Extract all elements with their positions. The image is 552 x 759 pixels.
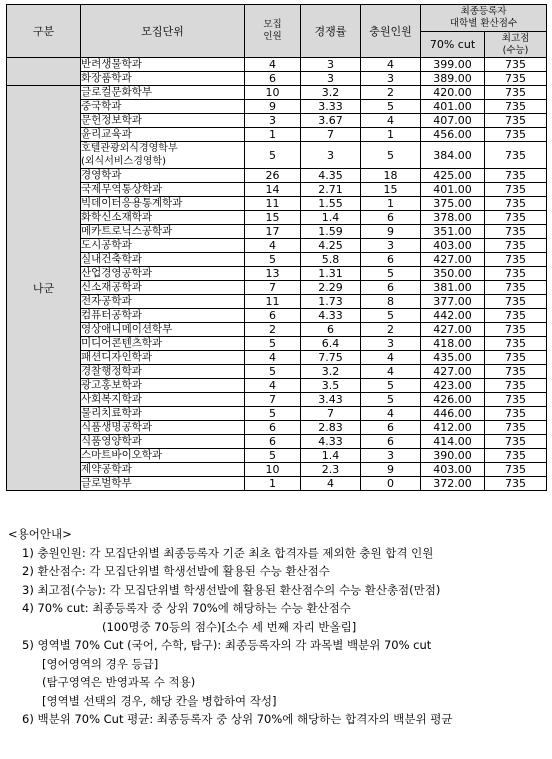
extra-cell: 5 (361, 142, 421, 169)
cut70-cell: 401.00 (421, 183, 485, 197)
ratio-cell: 2.3 (301, 463, 361, 477)
quota-cell: 4 (245, 58, 301, 72)
max-score-cell: 735 (485, 211, 547, 225)
extra-cell: 6 (361, 435, 421, 449)
max-score-cell: 735 (485, 323, 547, 337)
ratio-cell: 3.43 (301, 393, 361, 407)
unit-name: 중국학과 (81, 100, 245, 114)
unit-name: 반려생물학과 (81, 58, 245, 72)
quota-cell: 4 (245, 239, 301, 253)
cut70-cell: 350.00 (421, 267, 485, 281)
glossary (6, 525, 546, 729)
cut70-cell: 425.00 (421, 169, 485, 183)
max-score-cell: 735 (485, 379, 547, 393)
ratio-cell: 6.4 (301, 337, 361, 351)
ratio-cell: 5.8 (301, 253, 361, 267)
unit-name: 경영학과 (81, 169, 245, 183)
ratio-cell: 3.67 (301, 114, 361, 128)
cut70-cell: 427.00 (421, 253, 485, 267)
glossary-item: 3) 최고점(수능): 각 모집단위별 학생선발에 활용된 환산점수의 수능 환산총점(만점) (22, 582, 441, 597)
quota-cell: 7 (245, 393, 301, 407)
quota-cell: 14 (245, 183, 301, 197)
table-row (7, 183, 547, 197)
max-score-cell: 735 (485, 477, 547, 491)
header-ratio: 경쟁률 (301, 5, 361, 58)
glossary-item-detail: [영어영역의 경우 등급] (42, 656, 159, 671)
cut70-cell: 384.00 (421, 142, 485, 169)
cut70-cell: 399.00 (421, 58, 485, 72)
extra-cell: 6 (361, 281, 421, 295)
extra-cell: 4 (361, 114, 421, 128)
extra-cell: 6 (361, 211, 421, 225)
ratio-cell: 3 (301, 58, 361, 72)
extra-cell: 6 (361, 253, 421, 267)
unit-name: 제약공학과 (81, 463, 245, 477)
table-row (7, 211, 547, 225)
max-score-cell: 735 (485, 393, 547, 407)
unit-name: 실내건축학과 (81, 253, 245, 267)
extra-cell: 2 (361, 323, 421, 337)
unit-name: 컴퓨터공학과 (81, 309, 245, 323)
max-score-cell: 735 (485, 253, 547, 267)
ratio-cell: 4.25 (301, 239, 361, 253)
ratio-cell: 7.75 (301, 351, 361, 365)
max-score-cell: 735 (485, 142, 547, 169)
unit-name: 광고홍보학과 (81, 379, 245, 393)
extra-cell: 5 (361, 309, 421, 323)
max-score-cell: 735 (485, 351, 547, 365)
extra-cell: 4 (361, 58, 421, 72)
quota-cell: 4 (245, 351, 301, 365)
table-row (7, 365, 547, 379)
ratio-cell: 1.4 (301, 211, 361, 225)
extra-cell: 2 (361, 86, 421, 100)
quota-cell: 26 (245, 169, 301, 183)
glossary-item: 5) 영역별 70% Cut (국어, 수학, 탐구): 최종등록자의 각 과목별 백분위 70% cut (22, 638, 432, 652)
quota-cell: 6 (245, 309, 301, 323)
max-score-cell: 735 (485, 169, 547, 183)
cut70-cell: 390.00 (421, 449, 485, 463)
cut70-cell: 418.00 (421, 337, 485, 351)
max-score-cell: 735 (485, 58, 547, 72)
header-extra: 충원인원 (361, 5, 421, 58)
ratio-cell: 2.71 (301, 183, 361, 197)
max-score-cell: 735 (485, 365, 547, 379)
cut70-cell: 407.00 (421, 114, 485, 128)
table-row (7, 253, 547, 267)
ratio-cell: 3.2 (301, 365, 361, 379)
unit-name: 메카트로닉스공학과 (81, 225, 245, 239)
quota-cell: 6 (245, 72, 301, 86)
extra-cell: 5 (361, 100, 421, 114)
max-score-cell: 735 (485, 421, 547, 435)
max-score-cell: 735 (485, 435, 547, 449)
cut70-cell: 420.00 (421, 86, 485, 100)
quota-cell: 17 (245, 225, 301, 239)
unit-name: 식품영양학과 (81, 435, 245, 449)
glossary-item: 1) 충원인원: 각 모집단위별 최종등록자 기준 최초 합격자를 제외한 충원 합격 인원 (22, 545, 434, 560)
quota-cell: 1 (245, 477, 301, 491)
max-score-cell: 735 (485, 72, 547, 86)
cut70-cell: 377.00 (421, 295, 485, 309)
header-final-score: 최종등록자 대학별 환산점수 (421, 5, 547, 32)
quota-cell: 2 (245, 323, 301, 337)
quota-cell: 10 (245, 86, 301, 100)
table-row (7, 407, 547, 421)
unit-name: 국제무역통상학과 (81, 183, 245, 197)
max-score-cell: 735 (485, 86, 547, 100)
max-score-cell: 735 (485, 463, 547, 477)
max-score-cell: 735 (485, 295, 547, 309)
table-row (7, 309, 547, 323)
cut70-cell: 442.00 (421, 309, 485, 323)
extra-cell: 5 (361, 393, 421, 407)
extra-cell: 15 (361, 183, 421, 197)
ratio-cell: 3 (301, 142, 361, 169)
unit-name: 식품생명공학과 (81, 421, 245, 435)
table-row (7, 393, 547, 407)
quota-cell: 7 (245, 281, 301, 295)
ratio-cell: 3.5 (301, 379, 361, 393)
extra-cell: 4 (361, 351, 421, 365)
unit-name: 스마트바이오학과 (81, 449, 245, 463)
quota-cell: 4 (245, 379, 301, 393)
extra-cell: 0 (361, 477, 421, 491)
cut70-cell: 351.00 (421, 225, 485, 239)
table-row (7, 114, 547, 128)
group-cell (7, 58, 81, 86)
ratio-cell: 1.73 (301, 295, 361, 309)
table-header (7, 5, 547, 58)
unit-name: 미디어콘텐츠학과 (81, 337, 245, 351)
ratio-cell: 3 (301, 72, 361, 86)
quota-cell: 11 (245, 295, 301, 309)
ratio-cell: 1.55 (301, 197, 361, 211)
header-group: 구분 (7, 5, 81, 58)
ratio-cell: 4.33 (301, 435, 361, 449)
glossary-item-detail: (탐구영역은 반영과목 수 적용) (42, 675, 196, 689)
quota-cell: 10 (245, 463, 301, 477)
unit-name: 글로컬문화학부 (81, 86, 245, 100)
ratio-cell: 1.4 (301, 449, 361, 463)
table-row (7, 86, 547, 100)
quota-cell: 13 (245, 267, 301, 281)
extra-cell: 18 (361, 169, 421, 183)
ratio-cell: 4.33 (301, 309, 361, 323)
extra-cell: 3 (361, 72, 421, 86)
unit-name: 도시공학과 (81, 239, 245, 253)
header-quota: 모집 인원 (245, 5, 301, 58)
glossary-item-detail: [영역별 선택의 경우, 해당 칸을 병합하여 작성] (42, 693, 277, 708)
glossary-title: <용어안내> (8, 527, 72, 541)
quota-cell: 5 (245, 253, 301, 267)
quota-cell: 11 (245, 197, 301, 211)
table-row (7, 100, 547, 114)
cut70-cell: 412.00 (421, 421, 485, 435)
table-row (7, 128, 547, 142)
table-row (7, 295, 547, 309)
quota-cell: 5 (245, 449, 301, 463)
ratio-cell: 1.59 (301, 225, 361, 239)
ratio-cell: 3.2 (301, 86, 361, 100)
extra-cell: 8 (361, 295, 421, 309)
admission-table (6, 4, 547, 491)
ratio-cell: 7 (301, 128, 361, 142)
extra-cell: 4 (361, 407, 421, 421)
extra-cell: 4 (361, 365, 421, 379)
table-body (7, 58, 547, 491)
table-row (7, 267, 547, 281)
ratio-cell: 4 (301, 477, 361, 491)
table-row (7, 197, 547, 211)
max-score-cell: 735 (485, 337, 547, 351)
extra-cell: 1 (361, 128, 421, 142)
extra-cell: 5 (361, 379, 421, 393)
cut70-cell: 426.00 (421, 393, 485, 407)
table-row (7, 281, 547, 295)
table-row (7, 239, 547, 253)
max-score-cell: 735 (485, 114, 547, 128)
cut70-cell: 403.00 (421, 463, 485, 477)
table-row (7, 463, 547, 477)
extra-cell: 9 (361, 463, 421, 477)
unit-name: 문헌정보학과 (81, 114, 245, 128)
unit-name: 신소재공학과 (81, 281, 245, 295)
glossary-item: 6) 백분위 70% Cut 평균: 최종등록자 중 상위 70%에 해당하는 합격자의 백분위 평균 (22, 712, 453, 726)
ratio-cell: 1.31 (301, 267, 361, 281)
cut70-cell: 389.00 (421, 72, 485, 86)
cut70-cell: 456.00 (421, 128, 485, 142)
table-row (7, 421, 547, 435)
quota-cell: 5 (245, 337, 301, 351)
table-row (7, 58, 547, 72)
max-score-cell: 735 (485, 281, 547, 295)
table-row (7, 169, 547, 183)
max-score-cell: 735 (485, 239, 547, 253)
max-score-cell: 735 (485, 197, 547, 211)
cut70-cell: 414.00 (421, 435, 485, 449)
unit-name: 화장품학과 (81, 72, 245, 86)
max-score-cell: 735 (485, 100, 547, 114)
extra-cell: 3 (361, 239, 421, 253)
quota-cell: 1 (245, 128, 301, 142)
table-row (7, 142, 547, 169)
ratio-cell: 3.33 (301, 100, 361, 114)
max-score-cell: 735 (485, 449, 547, 463)
unit-name: 윤리교육과 (81, 128, 245, 142)
cut70-cell: 375.00 (421, 197, 485, 211)
quota-cell: 5 (245, 407, 301, 421)
ratio-cell: 2.29 (301, 281, 361, 295)
glossary-item: 4) 70% cut: 최종등록자 중 상위 70%에 해당하는 수능 환산점수 (22, 601, 351, 615)
table-row (7, 323, 547, 337)
max-score-cell: 735 (485, 407, 547, 421)
quota-cell: 6 (245, 435, 301, 449)
ratio-cell: 2.83 (301, 421, 361, 435)
cut70-cell: 435.00 (421, 351, 485, 365)
extra-cell: 6 (361, 421, 421, 435)
table-row (7, 435, 547, 449)
quota-cell: 5 (245, 365, 301, 379)
extra-cell: 3 (361, 337, 421, 351)
quota-cell: 9 (245, 100, 301, 114)
cut70-cell: 446.00 (421, 407, 485, 421)
extra-cell: 5 (361, 267, 421, 281)
table-row (7, 449, 547, 463)
unit-name: 물리치료학과 (81, 407, 245, 421)
max-score-cell: 735 (485, 267, 547, 281)
ratio-cell: 6 (301, 323, 361, 337)
ratio-cell: 7 (301, 407, 361, 421)
max-score-cell: 735 (485, 309, 547, 323)
ratio-cell: 4.35 (301, 169, 361, 183)
header-max: 최고점 (수능) (485, 32, 547, 58)
quota-cell: 5 (245, 142, 301, 169)
unit-name: 화학신소재학과 (81, 211, 245, 225)
unit-name: 빅데이터응용통계학과 (81, 197, 245, 211)
max-score-cell: 735 (485, 225, 547, 239)
header-cut70: 70% cut (421, 32, 485, 58)
cut70-cell: 378.00 (421, 211, 485, 225)
max-score-cell: 735 (485, 183, 547, 197)
unit-name: 전자공학과 (81, 295, 245, 309)
unit-name: 산업경영공학과 (81, 267, 245, 281)
glossary-item: 2) 환산점수: 각 모집단위별 학생선발에 활용된 수능 환산점수 (22, 564, 330, 578)
extra-cell: 1 (361, 197, 421, 211)
quota-cell: 6 (245, 421, 301, 435)
glossary-item-detail: (100명중 70등의 점수)[소수 세 번째 자리 반올림] (102, 619, 357, 634)
cut70-cell: 401.00 (421, 100, 485, 114)
table-row (7, 379, 547, 393)
group-cell: 나군 (7, 86, 81, 491)
cut70-cell: 381.00 (421, 281, 485, 295)
unit-name: 경찰행정학과 (81, 365, 245, 379)
header-unit: 모집단위 (81, 5, 245, 58)
table-row (7, 72, 547, 86)
cut70-cell: 427.00 (421, 323, 485, 337)
extra-cell: 3 (361, 449, 421, 463)
unit-name: 영상애니메이션학부 (81, 323, 245, 337)
max-score-cell: 735 (485, 128, 547, 142)
unit-name: 호텔관광외식경영학부 (외식서비스경영학) (81, 142, 245, 169)
cut70-cell: 372.00 (421, 477, 485, 491)
quota-cell: 15 (245, 211, 301, 225)
table-row (7, 351, 547, 365)
table-row (7, 477, 547, 491)
unit-name: 패션디자인학과 (81, 351, 245, 365)
cut70-cell: 427.00 (421, 365, 485, 379)
cut70-cell: 423.00 (421, 379, 485, 393)
unit-name: 글로벌학부 (81, 477, 245, 491)
table-row (7, 225, 547, 239)
cut70-cell: 403.00 (421, 239, 485, 253)
table-row (7, 337, 547, 351)
quota-cell: 3 (245, 114, 301, 128)
extra-cell: 9 (361, 225, 421, 239)
unit-name: 사회복지학과 (81, 393, 245, 407)
